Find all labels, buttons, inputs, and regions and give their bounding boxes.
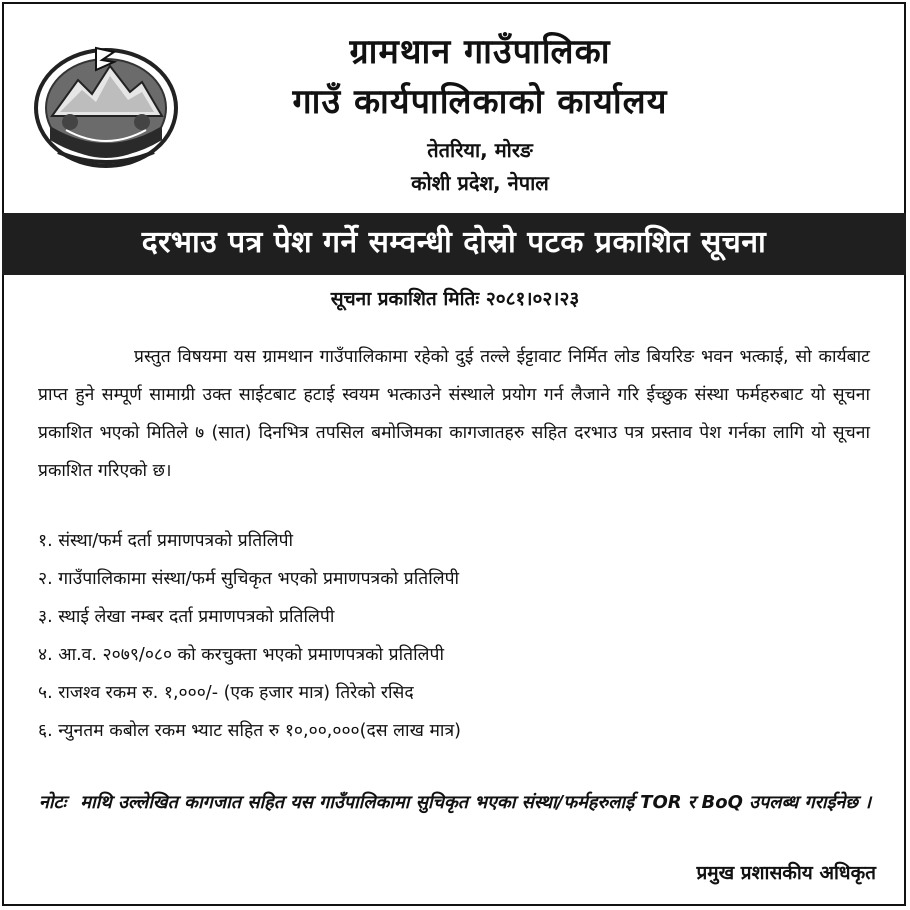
requirements-list — [38, 522, 878, 750]
notice-title-banner: दरभाउ पत्र पेश गर्ने सम्वन्धी दोस्रो पटक प्रकाशित सूचना — [2, 213, 906, 275]
publish-date: सूचना प्रकाशित मितिः २०८१।०२।२३ — [330, 288, 580, 310]
office-name: गाउँ कार्यपालिकाको कार्यालय — [292, 82, 668, 122]
list-item: ३. स्थाई लेखा नम्बर दर्ता प्रमाणपत्रको प्रतिलिपी — [38, 607, 335, 627]
list-item: ६. न्युनतम कबोल रकम भ्याट सहित रु १०,००,०००(दस लाख मात्र) — [38, 721, 461, 741]
signatory: प्रमुख प्रशासकीय अधिकृत — [696, 862, 876, 884]
note-text: माथि उल्लेखित कागजात सहित यस गाउँपालिकामा सुचिकृत भएका संस्था/फर्महरुलाई TOR र BoQ उपलब्ध गराईनेछ । — [80, 792, 872, 813]
list-item: २. गाउँपालिकामा संस्था/फर्म सुचिकृत भएको प्रमाणपत्रको प्रतिलिपी — [38, 569, 460, 589]
municipality-name: ग्रामथान गाउँपालिका — [349, 32, 611, 72]
notice-body — [38, 338, 870, 490]
note-label: नोटः — [38, 792, 67, 813]
office-location: तेतरिया, मोरङ — [427, 138, 533, 162]
nepal-government-emblem-icon — [30, 42, 182, 172]
note-block — [30, 786, 880, 820]
notice-body-text: प्रस्तुत विषयमा यस ग्रामथान गाउँपालिकामा रहेको दुई तल्ले ईट्टावाट निर्मित लोड बियरिङ भवन भत्काई, सो कार्यबाट प्राप्त हुने सम्पूर्ण सामाग्री उक्त साईटबाट हटाई स्वयम भत्काउने संस्थाले प्रयोग गर्न लैजाने गरि ईच्छुक संस्था फर्महरुबाट यो सूचना प्रकाशित भएको मितिले ७ (सात) दिनभित्र तपसिल बमोजिमका कागजातहरु सहित दरभाउ पत्र प्रस्ताव पेश गर्नका लागि यो सूचना प्रकाशित गरिएको छ। — [38, 347, 870, 481]
list-item: १. संस्था/फर्म दर्ता प्रमाणपत्रको प्रतिलिपी — [38, 531, 294, 551]
office-header — [200, 28, 760, 200]
office-province: कोशी प्रदेश, नेपाल — [411, 171, 549, 195]
list-item: ४. आ.व. २०७९/०८० को करचुक्ता भएको प्रमाणपत्रको प्रतिलिपी — [38, 645, 444, 665]
list-item: ५. राजश्व रकम रु. १,०००/- (एक हजार मात्र) तिरेको रसिद — [38, 683, 414, 703]
